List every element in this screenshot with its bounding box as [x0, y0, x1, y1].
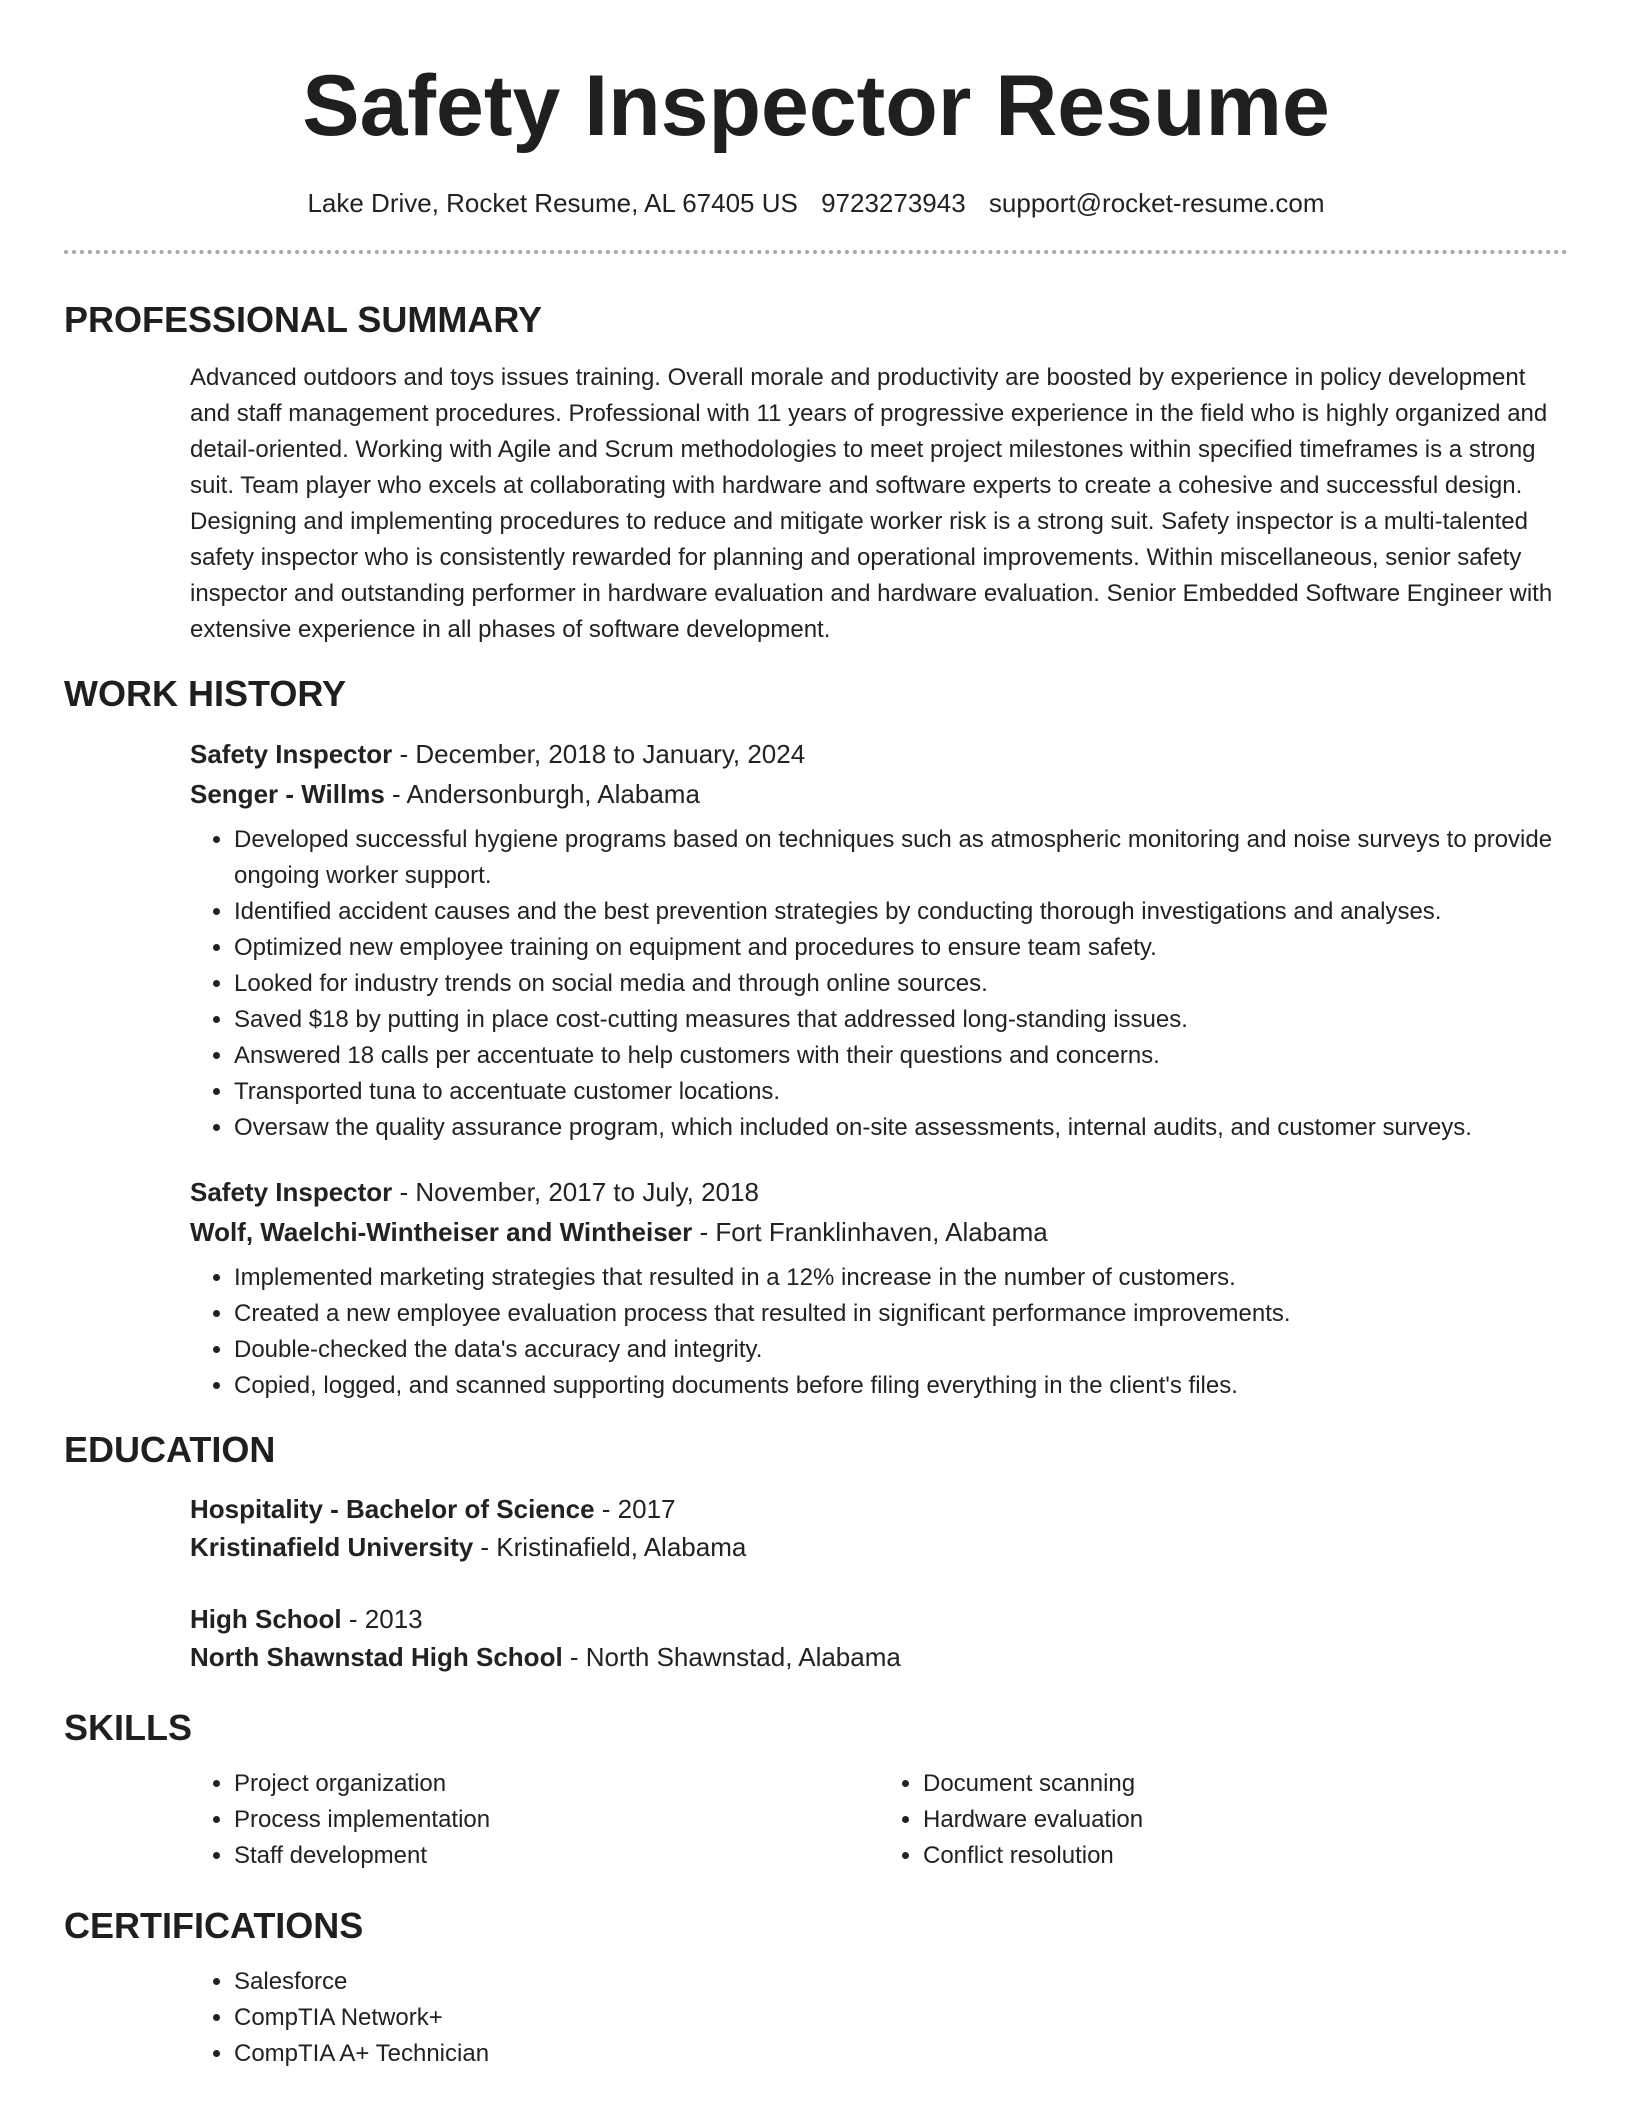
job-dates: - November, 2017 to July, 2018 [392, 1177, 759, 1207]
degree-year: - 2017 [594, 1494, 676, 1524]
job-title-line [190, 1172, 1568, 1212]
job-bullets [190, 1260, 1568, 1404]
certifications-section [190, 1964, 1568, 2072]
school: Kristinafield University [190, 1532, 474, 1562]
list-item: • Looked for industry trends on social media and through online sources. [234, 966, 1568, 1002]
list-item: • Staff development [234, 1838, 879, 1874]
list-item: • Saved $18 by putting in place cost-cutting measures that addressed long-standing issues. [234, 1002, 1568, 1038]
list-item: • Process implementation [234, 1802, 879, 1838]
resume-page [64, 0, 1568, 2072]
header-divider [64, 250, 1568, 254]
job-entry [190, 1172, 1568, 1404]
skills-left-list [190, 1766, 879, 1874]
list-item: • Transported tuna to accentuate customer locations. [234, 1074, 1568, 1110]
certifications-heading: CERTIFICATIONS [64, 1905, 364, 1946]
list-item: • Conflict resolution [923, 1838, 1568, 1874]
skills-section [190, 1766, 1568, 1874]
job-location: - Fort Franklinhaven, Alabama [692, 1217, 1048, 1247]
degree-year: - 2013 [341, 1604, 423, 1634]
list-item: • Salesforce [234, 1964, 1568, 2000]
work-history-heading: WORK HISTORY [64, 673, 347, 714]
education-entry [190, 1490, 1568, 1566]
list-item: • Document scanning [923, 1766, 1568, 1802]
education-entry [190, 1600, 1568, 1676]
education-heading: EDUCATION [64, 1429, 276, 1470]
school-location: - Kristinafield, Alabama [473, 1532, 747, 1562]
list-item: • Created a new employee evaluation process that resulted in significant performance improvements. [234, 1296, 1568, 1332]
work-history-section [190, 734, 1568, 1404]
list-item: • Developed successful hygiene programs based on techniques such as atmospheric monitoring and noise surveys to provide ongoing worker support. [234, 822, 1568, 894]
list-item: • Implemented marketing strategies that resulted in a 12% increase in the number of customers. [234, 1260, 1568, 1296]
job-title: Safety Inspector [190, 1177, 393, 1207]
skills-heading: SKILLS [64, 1707, 193, 1748]
school-location: - North Shawnstad, Alabama [562, 1642, 901, 1672]
list-item: • Identified accident causes and the best prevention strategies by conducting thorough investigations and analyses. [234, 894, 1568, 930]
job-title: Safety Inspector [190, 739, 393, 769]
resume-title: Safety Inspector Resume [302, 58, 1330, 154]
job-entry [190, 734, 1568, 1146]
skills-right-list [879, 1766, 1568, 1874]
list-item: • CompTIA Network+ [234, 2000, 1568, 2036]
list-item: • Answered 18 calls per accentuate to help customers with their questions and concerns. [234, 1038, 1568, 1074]
job-company: Senger - Willms [190, 779, 385, 809]
contact-line [64, 186, 1568, 220]
school: North Shawnstad High School [190, 1642, 563, 1672]
education-section [190, 1490, 1568, 1676]
list-item: • Copied, logged, and scanned supporting documents before filing everything in the client's files. [234, 1368, 1568, 1404]
certifications-list [190, 1964, 1568, 2072]
summary-section [190, 360, 1568, 648]
summary-heading: PROFESSIONAL SUMMARY [64, 299, 543, 340]
job-company-line [190, 774, 1568, 814]
job-title-line [190, 734, 1568, 774]
skills-grid [190, 1766, 1568, 1874]
degree-line [190, 1490, 1568, 1528]
degree: High School [190, 1604, 342, 1634]
job-company: Wolf, Waelchi-Wintheiser and Wintheiser [190, 1217, 693, 1247]
list-item: • Oversaw the quality assurance program, which included on-site assessments, internal audits, and customer surveys. [234, 1110, 1568, 1146]
contact-phone: 9723273943 [821, 188, 966, 218]
summary-text: Advanced outdoors and toys issues training. Overall morale and productivity are boosted by experience in policy development and staff management procedures. Professional with 11 years of progressive experience in the field who is highly organized and detail-oriented. Working with Agile and Scrum methodologies to meet project milestones within specified timeframes is a strong suit. Team player who excels at collaborating with hardware and software experts to create a cohesive and successful design. Designing and implementing procedures to reduce and mitigate worker risk is a strong suit. Safety inspector is a multi-talented safety inspector who is consistently rewarded for planning and operational improvements. Within miscellaneous, senior safety inspector and outstanding performer in hardware evaluation and hardware evaluation. Senior Embedded Software Engineer with extensive experience in all phases of software development. [190, 364, 1553, 643]
job-dates: - December, 2018 to January, 2024 [392, 739, 806, 769]
list-item: • Hardware evaluation [923, 1802, 1568, 1838]
degree: Hospitality - Bachelor of Science [190, 1494, 595, 1524]
list-item: • CompTIA A+ Technician [234, 2036, 1568, 2072]
contact-address: Lake Drive, Rocket Resume, AL 67405 US [307, 188, 798, 218]
job-company-line [190, 1212, 1568, 1252]
list-item: • Project organization [234, 1766, 879, 1802]
degree-line [190, 1600, 1568, 1638]
job-location: - Andersonburgh, Alabama [384, 779, 700, 809]
school-line [190, 1638, 1568, 1676]
school-line [190, 1528, 1568, 1566]
contact-email: support@rocket-resume.com [988, 188, 1325, 218]
list-item: • Double-checked the data's accuracy and integrity. [234, 1332, 1568, 1368]
list-item: • Optimized new employee training on equipment and procedures to ensure team safety. [234, 930, 1568, 966]
job-bullets [190, 822, 1568, 1146]
